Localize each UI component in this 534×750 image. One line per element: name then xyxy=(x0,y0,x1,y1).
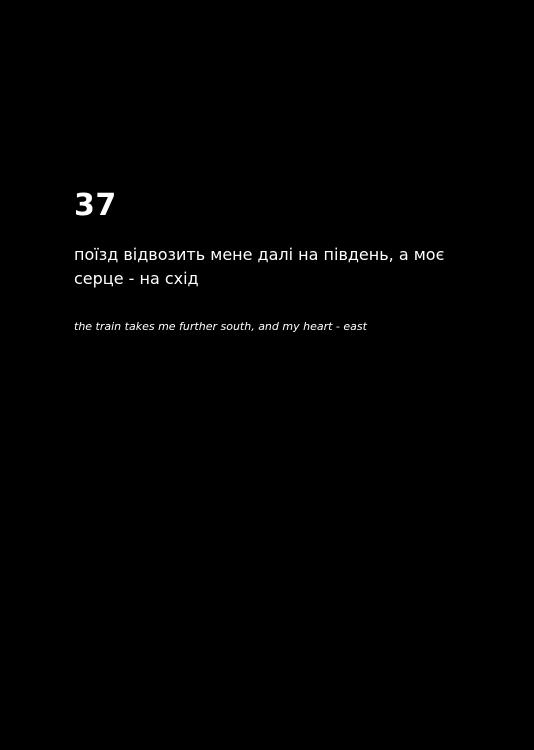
ukrainian-text xyxy=(74,243,474,291)
english-translation: the train takes me further south, and my heart - east xyxy=(74,320,367,333)
ukrainian-line-2: серце - на схід xyxy=(74,269,199,288)
ukrainian-line-1: поїзд відвозить мене далі на південь, а моє xyxy=(74,245,445,264)
entry-number: 37 xyxy=(74,188,117,223)
